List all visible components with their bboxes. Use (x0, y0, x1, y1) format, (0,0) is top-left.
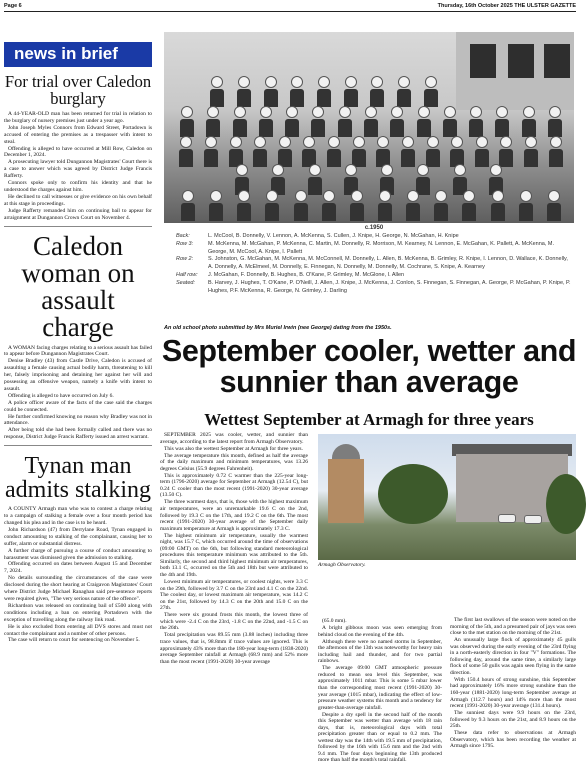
pupil-body (524, 149, 538, 167)
pupil-head (525, 136, 537, 148)
pupil-head (345, 164, 357, 176)
pupil-head (260, 106, 272, 118)
caption-row-seated (176, 280, 572, 296)
paragraph: With 150.4 hours of strong sunshine, this September had approximately 16% more strong sunshine than the 160-year (1881-2020) long-term September average at Armagh (112.7 hours) and 14% more than the most recent (1991-2020) 30-year average (131.4 hours). (450, 676, 576, 710)
pupil-figure (469, 106, 483, 137)
pupil-body (495, 119, 509, 137)
pupil-body (181, 203, 195, 221)
paragraph: (65.0 mm). (322, 618, 347, 624)
pupil-figure (450, 136, 464, 167)
tree (378, 464, 448, 524)
armagh-observatory-photo (318, 434, 576, 560)
pupil-figure (302, 136, 316, 167)
pupil-head (303, 136, 315, 148)
paragraph: The average temperature this month, defined as half the average of the daily maximum and minimum temperatures, was 13.26 degrees Celsius (55.9 degrees Fahrenheit). (160, 452, 308, 472)
pupil-figure (264, 76, 278, 107)
pupil-figure (327, 136, 341, 167)
pupil-head (339, 106, 351, 118)
pupil-figure (376, 136, 390, 167)
pupil-figure (322, 190, 336, 221)
pupil-body (322, 203, 336, 221)
caption-row-label: Row 2: (176, 256, 194, 263)
pupil-head (234, 106, 246, 118)
photo-row-back (204, 76, 444, 107)
caption-row-label: Seated: (176, 279, 195, 286)
pupil-body (417, 119, 431, 137)
pupil-figure (350, 190, 364, 221)
paragraph: A 44-YEAR-OLD man has been returned for trial in relation to the burglary of nursery premises just under a year ago. (4, 111, 152, 124)
pupil-head (381, 164, 393, 176)
pupil-figure (364, 106, 378, 137)
pupil-body (264, 89, 278, 107)
pupil-figure (417, 106, 431, 137)
divider (4, 445, 152, 446)
pupil-body (390, 119, 404, 137)
story-headline-burglary: For trial over Caledon burglary (4, 72, 152, 108)
pupil-body (204, 149, 218, 167)
pupil-figure (443, 106, 457, 137)
paragraph: Despite a dry spell in the second half of the month this September was wetter than average with 18 rain days, that is, meteorological days with total precipitation greater than or equal to 0.2 mm. The wettest day was the 14th with 19.5 mm of precipitation, followed by the 16th with 15.6 mm and the 2nd with 9.4 mm. The four days beginning the 13th produced more than half the month's total rainfall. (318, 711, 442, 764)
paragraph: An unusually large flock of approximately 45 gulls was observed during the early evening of the 23rd flying in a north-easterly direction in four "V" formations. The following day, around the same time, a similarly large flock of some 50 gulls was again seen flying in the same direction. (450, 637, 576, 676)
pupil-figure (317, 76, 331, 107)
pupil-figure (424, 76, 438, 107)
paragraph: A further charge of pursuing a course of conduct amounting to harassment was dismissed given the admission to stalking. (4, 547, 152, 561)
paragraph: No details surrounding the circumstances of the case were disclosed during the short hearing at Craigavon Magistrates' Court where District Judge Michael Ranaghan said pre-sentence reports were required given, "The very serious nature of the offence". (4, 575, 152, 602)
pupil-head (520, 190, 532, 202)
paragraph: He is also excluded from entering all DVS stores and must not contact the complainant and a number of other persons. (4, 623, 152, 637)
pupil-figure (209, 190, 223, 221)
paragraph: A prosecuting lawyer told Dungannon Magistrates' Court there is a case to answer which was agreed by District Judge Francis Rafferty. (4, 159, 152, 180)
caption-row-label: Row 3: (176, 240, 194, 247)
pupil-head (323, 190, 335, 202)
pupil-body (237, 89, 251, 107)
caption-row-2 (176, 256, 572, 272)
window (508, 44, 534, 78)
observatory-photo-caption: Armagh Observatory. (318, 562, 366, 568)
photo-row-2 (174, 136, 568, 167)
paragraph: Total precipitation was 89.55 mm (3.88 inches) including three trace values, that is, 98.8mm if trace values are ignored. This is approximately 43% more than the 180-year long-term (1838-2020) average September rainfall at Armagh (68.9 mm) and 52% more than the most recent (1991-2020) 30-year average (160, 632, 308, 665)
pupil-figure (495, 106, 509, 137)
pupil-figure (344, 76, 358, 107)
pupil-head (279, 136, 291, 148)
pupil-head (451, 136, 463, 148)
caption-row-label: Back: (176, 233, 190, 239)
caption-row-label: Half row: (176, 271, 198, 278)
pupil-body (406, 203, 420, 221)
story-column-1 (160, 432, 308, 734)
pupil-head (272, 164, 284, 176)
pupil-head (230, 136, 242, 148)
pupil-figure (253, 136, 267, 167)
pupil-head (476, 136, 488, 148)
pupil-body (549, 149, 563, 167)
pupil-figure (397, 76, 411, 107)
pupil-head (295, 190, 307, 202)
pupil-head (523, 106, 535, 118)
main-subhead: Wettest September at Armagh for three years (204, 410, 534, 429)
pupil-body (548, 119, 562, 137)
pupil-body (179, 149, 193, 167)
pupil-figure (294, 190, 308, 221)
pupil-head (500, 136, 512, 148)
pupil-head (402, 136, 414, 148)
photo-row-seated (174, 190, 568, 221)
pupil-head (181, 106, 193, 118)
pupil-body (265, 203, 279, 221)
pupil-figure (338, 106, 352, 137)
pupil-head (266, 190, 278, 202)
pupil-figure (406, 190, 420, 221)
pupil-head (312, 106, 324, 118)
car (524, 515, 542, 524)
paragraph: The case will return to court for sentencing on November 5. (8, 637, 140, 644)
story-body-stalking (4, 506, 152, 644)
caption-row-back (176, 233, 572, 241)
pupil-head (549, 106, 561, 118)
pupil-figure (524, 136, 538, 167)
caption-row-3 (176, 241, 572, 257)
pupil-head (182, 190, 194, 202)
pupil-head (309, 164, 321, 176)
story-column-3 (450, 617, 576, 750)
pupil-figure (285, 106, 299, 137)
pupil-body (364, 119, 378, 137)
pupil-head (211, 76, 223, 88)
school-group-photo (164, 32, 574, 223)
main-headline: September cooler, wetter and sunnier than average (161, 334, 577, 399)
pupil-head (407, 190, 419, 202)
dateline: Thursday, 16th October 2025 THE ULSTER GAZETTE (437, 3, 576, 9)
pupil-body (350, 203, 364, 221)
pupil-head (427, 136, 439, 148)
pupil-figure (519, 190, 533, 221)
pupil-head (371, 76, 383, 88)
pupil-figure (180, 106, 194, 137)
pupil-head (238, 190, 250, 202)
masthead (4, 0, 576, 12)
pupil-head (454, 164, 466, 176)
pupil-figure (549, 136, 563, 167)
paragraph: Offending is alleged to have occurred at Mill Row, Caledon on December 1, 2024. (4, 145, 152, 159)
pupil-head (377, 136, 389, 148)
pupil-body (290, 89, 304, 107)
story-column-2 (318, 618, 442, 764)
paragraph: Judge Rafferty remanded him on continuing bail to appear for arraignment at Dungannon Crown Court on November 4. (4, 207, 152, 221)
story-body-assault (4, 345, 152, 442)
pupil-body (285, 119, 299, 137)
pupil-body (547, 203, 561, 221)
paragraph: A COUNTY Armagh man who was to contest a charge relating to a campaign of stalking a female over a four month period has changed his plea and in the case is to be heard. (4, 506, 152, 526)
pupil-figure (426, 136, 440, 167)
pupil-body (210, 89, 224, 107)
news-in-brief-column (4, 14, 152, 734)
pupil-head (238, 76, 250, 88)
paragraph: Richardson was released on continuing bail of £500 along with conditions including a ban on entering Portadown with the exception of travelling along the railway link road. (4, 602, 152, 623)
pupil-figure (462, 190, 476, 221)
school-building (456, 32, 574, 110)
pupil-body (397, 89, 411, 107)
story-headline-assault: Caledon woman on assault charge (21, 230, 135, 342)
pupil-figure (179, 136, 193, 167)
news-in-brief-banner: news in brief (4, 42, 152, 67)
pupil-head (492, 190, 504, 202)
story-headline-stalking: Tynan man admits stalking (5, 453, 151, 504)
paragraph: Connors spoke only to confirm his identity and that he understood the charges against him. (4, 180, 152, 193)
pupil-head (470, 106, 482, 118)
caption-row-names: L. McCool, B. Donnelly, V. Lennon, A. McKenna, S. Cullen, J. Knipe, H. George, N. McGahan, H. Knipe (208, 233, 459, 239)
pupil-body (519, 203, 533, 221)
pupil-body (344, 89, 358, 107)
pupil-figure (401, 136, 415, 167)
pupil-figure (265, 190, 279, 221)
paragraph: A WOMAN facing charges relating to a serious assault has failed to appear before Dungannon Magistrates Court. (4, 344, 152, 358)
pupil-head (328, 136, 340, 148)
pupil-head (286, 106, 298, 118)
window (470, 44, 496, 78)
pupil-figure (210, 76, 224, 107)
observatory-dome (332, 444, 360, 460)
pupil-figure (237, 76, 251, 107)
pupil-figure (390, 106, 404, 137)
paragraph: Denise Bradley (43) from Castle Drive, Caledon is accused of assaulting a female causing actual bodily harm, threatening to kill her, falsely imprisoning and detaining her against her will and possessing an offensive weapon, namely a knife with intent to assault. (4, 358, 152, 392)
paragraph: John Joseph Myles Connors from Edward Street, Portadown is accused of entering the premises as a trespasser with intent to steal. (4, 124, 152, 145)
pupil-head (180, 136, 192, 148)
paragraph: John Richardson (47) from Derrylane Road, Tynan engaged in conduct amounting to stalking of the complainant, causing her to suffer, alarm or substantial distress. (4, 526, 152, 547)
paragraph: He declined to call witnesses or give evidence on his own behalf at this stage in proceedings. (4, 193, 152, 207)
pupil-head (365, 106, 377, 118)
pupil-head (444, 106, 456, 118)
pupil-figure (475, 136, 489, 167)
photo-caption (176, 225, 572, 325)
pupil-body (209, 203, 223, 221)
paragraph: A bright gibbous moon was seen emerging from behind cloud on the evening of the 4th. (318, 625, 442, 638)
paragraph: Offending is alleged to have occurred on July 6. (8, 392, 114, 399)
window (544, 44, 570, 78)
pupil-head (490, 164, 502, 176)
paragraph: Lowest minimum air temperatures, or coolest nights, were 3.3 C on the 29th, followed by 3.7 C on the 23rd and 4.1 C on the 22nd. The coolest day, or lowest maximum air temperature, was 14.2 C on the 21st, followed by 14.3 C on the 20th and 15.0 C on the 27th. (160, 579, 308, 612)
pupil-figure (434, 190, 448, 221)
paragraph: Although there were no named storms in September, the afternoon of the 13th was noteworthy for heavy rain including hail and thunder, and for two partial rainbows. (318, 638, 442, 665)
pupil-body (434, 203, 448, 221)
pupil-body (180, 119, 194, 137)
pupil-figure (278, 136, 292, 167)
pupil-figure (378, 190, 392, 221)
pupil-figure (259, 106, 273, 137)
pupil-body (294, 203, 308, 221)
paragraph: This was also the wettest September at Armagh for three years. (164, 445, 303, 452)
pupil-head (236, 164, 248, 176)
pupil-head (345, 76, 357, 88)
paragraph: These data refer to observations at Armagh Observatory, which has been recording the weather at Armagh since 1795. (450, 730, 576, 750)
tree (546, 474, 586, 534)
caption-row-names: J. McGahan, F. Donnelly, B. Hughes, B. O'Kane, P. Grimley, M. McGlone, I. Allen (208, 271, 405, 278)
paragraph: He further confirmed knowing no reason why Bradley was not in attendance. (4, 413, 152, 427)
car (498, 514, 516, 523)
pupil-body (443, 119, 457, 137)
pupil-figure (352, 136, 366, 167)
divider (4, 226, 152, 227)
pupil-figure (311, 106, 325, 137)
pupil-figure (499, 136, 513, 167)
pupil-head (205, 136, 217, 148)
paragraph: This is approximately 0.72 C warmer than the 225-year long-term (1796-2020) average for September at Armagh (12.54 C), but 0.24 C cooler than the most recent (1991-2020) 30-year average (13.50 C). (160, 472, 308, 499)
pupil-figure (491, 190, 505, 221)
photo-year: c.1950 (364, 225, 384, 231)
story-body-burglary (4, 111, 152, 222)
pupil-head (435, 190, 447, 202)
pupil-body (317, 89, 331, 107)
pupil-figure (204, 136, 218, 167)
pupil-body (259, 119, 273, 137)
pupil-body (522, 119, 536, 137)
pupil-figure (548, 106, 562, 137)
pupil-body (233, 119, 247, 137)
pupil-head (463, 190, 475, 202)
pupil-head (207, 106, 219, 118)
pupil-head (418, 106, 430, 118)
pupil-head (291, 76, 303, 88)
paragraph: Offending occurred on dates between August 15 and December 7, 2024. (4, 561, 152, 575)
pupil-figure (547, 190, 561, 221)
observatory-tower (328, 459, 364, 523)
paragraph: The highest minimum air temperature, usually the warmest night, was 15.7 C, which occurred around the time of observations (09:00 GMT) on the 6th, but following standard meteorological procedures this temperature minimum was attributed to the 5th. Similarly, the second and third highest minimum air temperatures, both 13.1 C, occurred on the 5th and 18th but were attributed to the 4th and 19th. (160, 532, 308, 578)
pupil-figure (370, 76, 384, 107)
pupil-head (398, 76, 410, 88)
pupil-body (311, 119, 325, 137)
caption-row-names: S. Johnston, G. McGahan, M. McKenna, M. McConnell, M. Donnelly, L. Allen, B. McKenna, B. Grimley, R. Knipe, I. Lennon, D. Wallace, K. Donnelly, A. Donnelly, A. McElmeel, M. Donnelly, E. Finnegan, N. Donnelly, M. Donnelly, M. Cochrane, S. Knipe, A. Kearney (208, 256, 568, 271)
pupil-head (391, 106, 403, 118)
pupil-head (550, 136, 562, 148)
pupil-body (462, 203, 476, 221)
pupil-body (370, 89, 384, 107)
paragraph: A police officer aware of the facts of the case said the charges could be connected. (4, 399, 152, 413)
paragraph: The first last swallows of the season were noted on the morning of the 5th, and a presumed pair of jays was seen close to the met station on the morning of the 21st. (450, 617, 576, 637)
paragraph: The average 09:00 GMT atmospheric pressure reduced to mean sea level this September, was approximately 1011 mbar. This is some 5 mbar lower than the corresponding most recent (1991-2020) 30-year average (1015 mbar), indicating the effect of low-pressure weather systems this month and a tendency for greater-than-average rainfall. (318, 665, 442, 711)
paragraph: There were six ground frosts this month, the lowest three of which were -2.4 C on the 23rd, -1.8 C on the 22nd, and -1.5 C on the 26th. (160, 612, 308, 632)
pupil-body (491, 203, 505, 221)
pupil-body (378, 203, 392, 221)
pupil-head (254, 136, 266, 148)
pupil-figure (290, 76, 304, 107)
pupil-figure (237, 190, 251, 221)
pupil-head (417, 164, 429, 176)
photo-row-3 (174, 106, 568, 137)
photo-credit: An old school photo submitted by Mrs Muriel Irwin (nee George) dating from the 1950s. (164, 325, 392, 331)
pupil-head (353, 136, 365, 148)
paragraph: The sunniest days were 9.9 hours on the 23rd, followed by 9.3 hours on the 21st, and 8.9 hours on the 25th. (450, 710, 576, 730)
caption-row-names: M. McKenna, M. McGahan, P. McKenna, C. Martin, M. Donnelly, R. Morrison, M. Kearney, N. Lennon, E. McGahan, K. Pallett, A. McKenna, M. George, M. McCool, A. Knipe, I. Pallett (208, 240, 555, 255)
paragraph: SEPTEMBER 2025 was cooler, wetter, and sunnier than average, according to the latest report from Armagh Observatory. (160, 432, 308, 445)
page-number: Page 6 (4, 3, 22, 9)
paragraph: The three warmest days, that is, those with the highest maximum air temperatures, were an unremarkable 19.6 C on the 2nd, followed by 19.3 C on the 17th, and 19.2 C on the 6th. The most recent (1991-2020) 30-year average of the September daily maximum temperature at Armagh is approximately 17.3 C. (160, 499, 308, 532)
pupil-body (237, 203, 251, 221)
pupil-body (424, 89, 438, 107)
pupil-figure (206, 106, 220, 137)
pupil-head (351, 190, 363, 202)
pupil-head (210, 190, 222, 202)
pupil-figure (181, 190, 195, 221)
pupil-head (496, 106, 508, 118)
pupil-body (206, 119, 220, 137)
pupil-head (425, 76, 437, 88)
pupil-figure (229, 136, 243, 167)
pupil-head (548, 190, 560, 202)
pupil-body (338, 119, 352, 137)
pupil-figure (522, 106, 536, 137)
paragraph: After being told she had been formally called and there was no response, District Judge Francis Rafferty issued an arrest warrant. (4, 427, 152, 441)
pupil-figure (233, 106, 247, 137)
caption-row-half (176, 272, 572, 280)
caption-row-names: B. Harvey, J. Hughes, T. O'Kane, P. O'Neill, J. Allen, J. Knipe, J. McKenna, J. Conlon, S. Finnegan, S. Finnegan, A. George, P. McGahan, P. Knipe, P. Hughes, P.F. McKenna, R. George, N. Grimley, J. Darling (208, 279, 571, 294)
pupil-head (379, 190, 391, 202)
pupil-head (265, 76, 277, 88)
pupil-body (469, 119, 483, 137)
pupil-head (318, 76, 330, 88)
